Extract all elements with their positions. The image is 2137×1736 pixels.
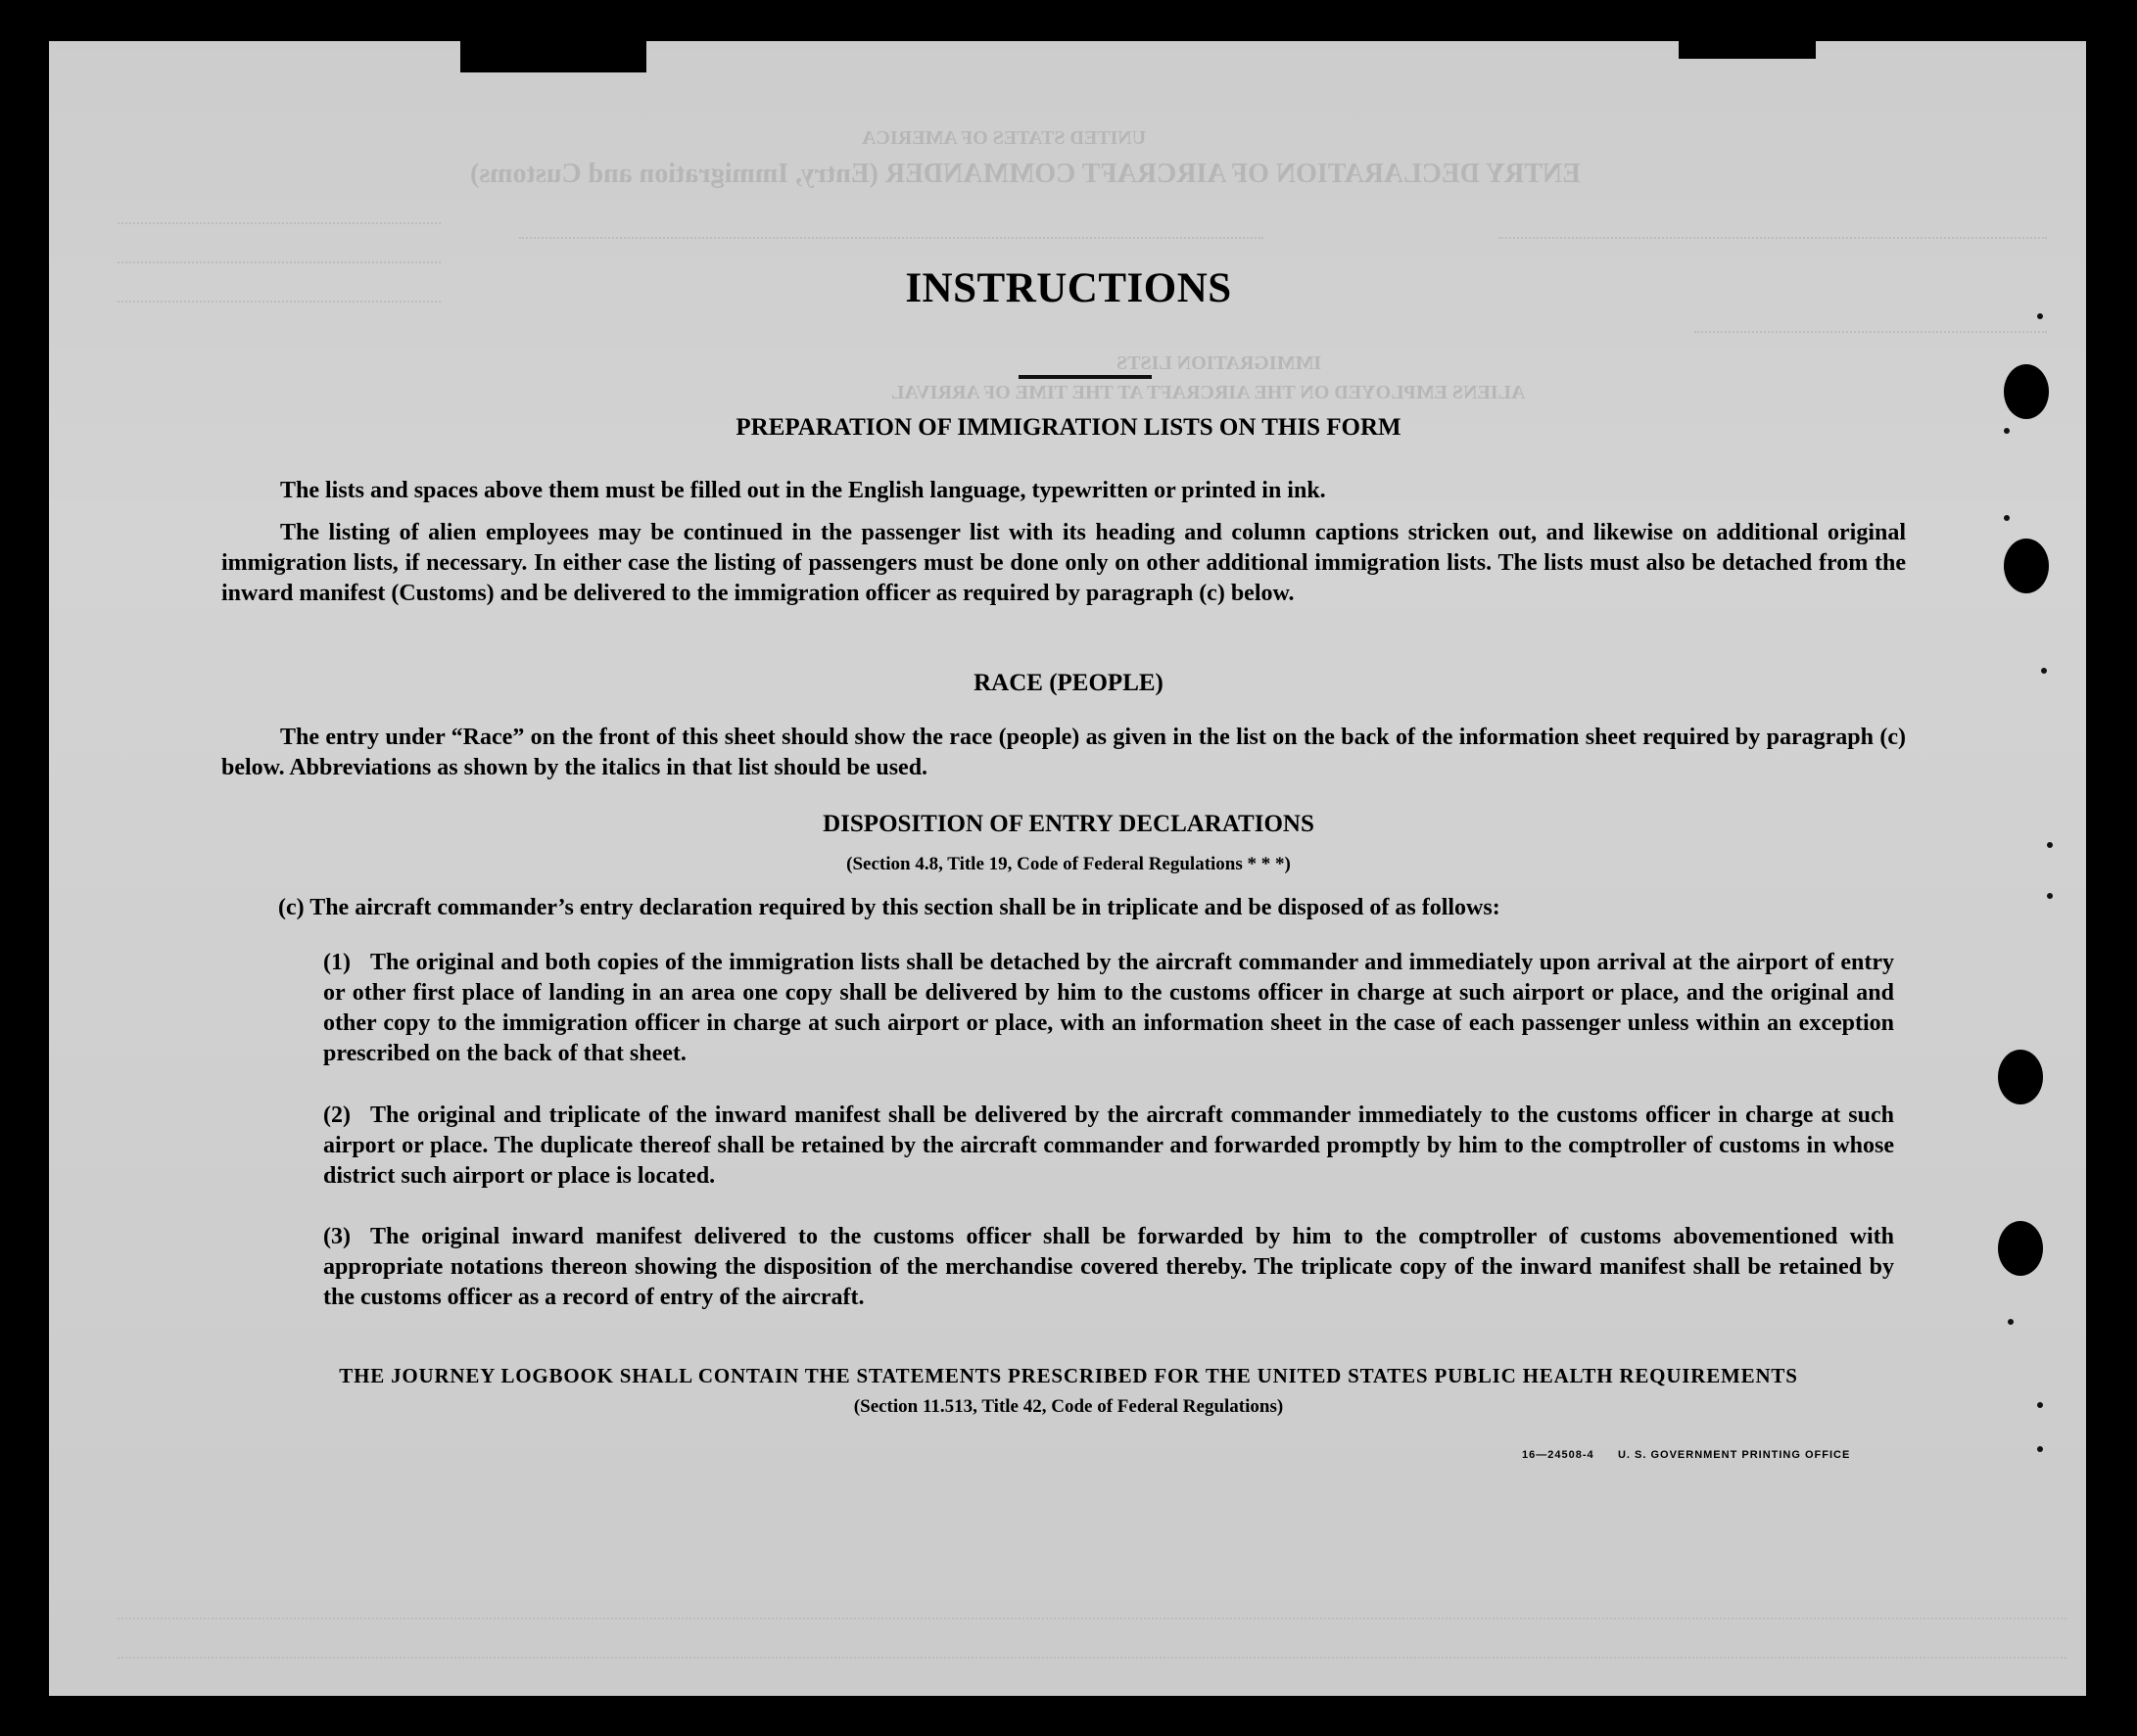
bleed-line [118,261,441,263]
punch-hole [1998,1221,2043,1276]
item-number: (1) [323,950,351,975]
bleed-through-line-4: ALIENS EMPLOYED ON THE AIRCRAFT AT THE TIME OF ARRIVAL [891,382,1526,403]
preparation-paragraph-2: The listing of alien employees may be continued in the passenger list with its heading and column captions stricken out, and likewise on additional original immigration lists, if necessary. In either case the listing of passengers must be done only on other additional immigration lists. The lists must also be detached from the inward manifest (Customs) and be delivered to the immigration officer as required by paragraph (c) below. [221,520,1906,606]
disposition-heading: DISPOSITION OF ENTRY DECLARATIONS [823,811,1314,837]
health-heading: THE JOURNEY LOGBOOK SHALL CONTAIN THE STATEMENTS PRESCRIBED FOR THE UNITED STATES PUBLIC HEALTH REQUIREMENTS [339,1364,1798,1387]
bleed-through-line-3: IMMIGRATION LISTS [1116,352,1322,374]
speck [2004,515,2010,521]
item-text: The original and triplicate of the inward manifest shall be delivered by the aircraft commander immediately to the customs officer in charge at such airport or place. The duplicate thereof shall be retained by the aircraft commander and forwarded promptly by him to the comptroller of customs in whose district such airport or place is located. [323,1103,1894,1189]
bleed-line [1498,237,2047,239]
item-text: The original inward manifest delivered to the customs officer shall be forwarded by him to the comptroller of customs abovementioned with appropriate notations thereon showing the disposition of the merchandise covered thereby. The triplicate copy of the inward manifest shall be retained by the customs officer as a record of entry of the aircraft. [323,1224,1894,1310]
item-number: (3) [323,1224,351,1249]
race-paragraph: The entry under “Race” on the front of this sheet should show the race (people) as given in the list on the back of the information sheet required by paragraph (c) below. Abbreviations as shown by the italics in that list should be used. [221,725,1906,780]
punch-hole [2004,364,2049,419]
punch-hole [2004,539,2049,593]
bleed-line [1694,331,2047,333]
speck [2047,842,2053,848]
bleed-line [118,222,441,224]
preparation-heading: PREPARATION OF IMMIGRATION LISTS ON THIS FORM [736,414,1401,441]
speck [2037,1446,2043,1452]
printer-imprint [1522,1449,1850,1461]
speck [2008,1319,2014,1325]
bleed-through-line-2: ENTRY DECLARATION OF AIRCRAFT COMMANDER (Entry, Immigration and Customs) [470,159,1581,189]
title-underline [1019,375,1152,379]
bleed-through-line-1: UNITED STATES OF AMERICA [862,127,1147,149]
bleed-line [118,1618,2066,1619]
bleed-line [519,237,1263,239]
preparation-paragraph-1: The lists and spaces above them must be filled out in the English language, typewritten or printed in ink. [280,478,1326,503]
speck [2047,893,2053,899]
disposition-item-3 [323,1222,1894,1320]
printer-code: 16—24508-4 [1522,1449,1594,1461]
torn-edge-right [1679,39,1816,59]
bleed-line [118,1657,2066,1659]
instructions-title: INSTRUCTIONS [905,265,1232,311]
printer-name: U. S. GOVERNMENT PRINTING OFFICE [1617,1449,1851,1461]
item-text: The original and both copies of the immigration lists shall be detached by the aircraft commander and immediately upon arrival at the airport of entry or other first place of landing in an area one copy shall be delivered by him to the customs officer in charge at such airport or place, and the original and other copy to the immigration officer in charge at such airport or place, with an information sheet in the case of each passenger unless within an exception prescribed on the back of that sheet. [323,950,1894,1066]
speck [2037,313,2043,319]
item-number: (2) [323,1103,351,1128]
punch-hole [1998,1050,2043,1104]
disposition-item-2 [323,1101,1894,1198]
torn-edge-left [460,39,646,72]
disposition-intro: (c) The aircraft commander’s entry declaration required by this section shall be in triplicate and be disposed of as follows: [278,895,1500,920]
disposition-item-1 [323,948,1894,1073]
health-citation: (Section 11.513, Title 42, Code of Federal Regulations) [853,1396,1284,1417]
race-heading: RACE (PEOPLE) [974,670,1163,696]
disposition-citation: (Section 4.8, Title 19, Code of Federal Regulations * * *) [846,854,1291,874]
